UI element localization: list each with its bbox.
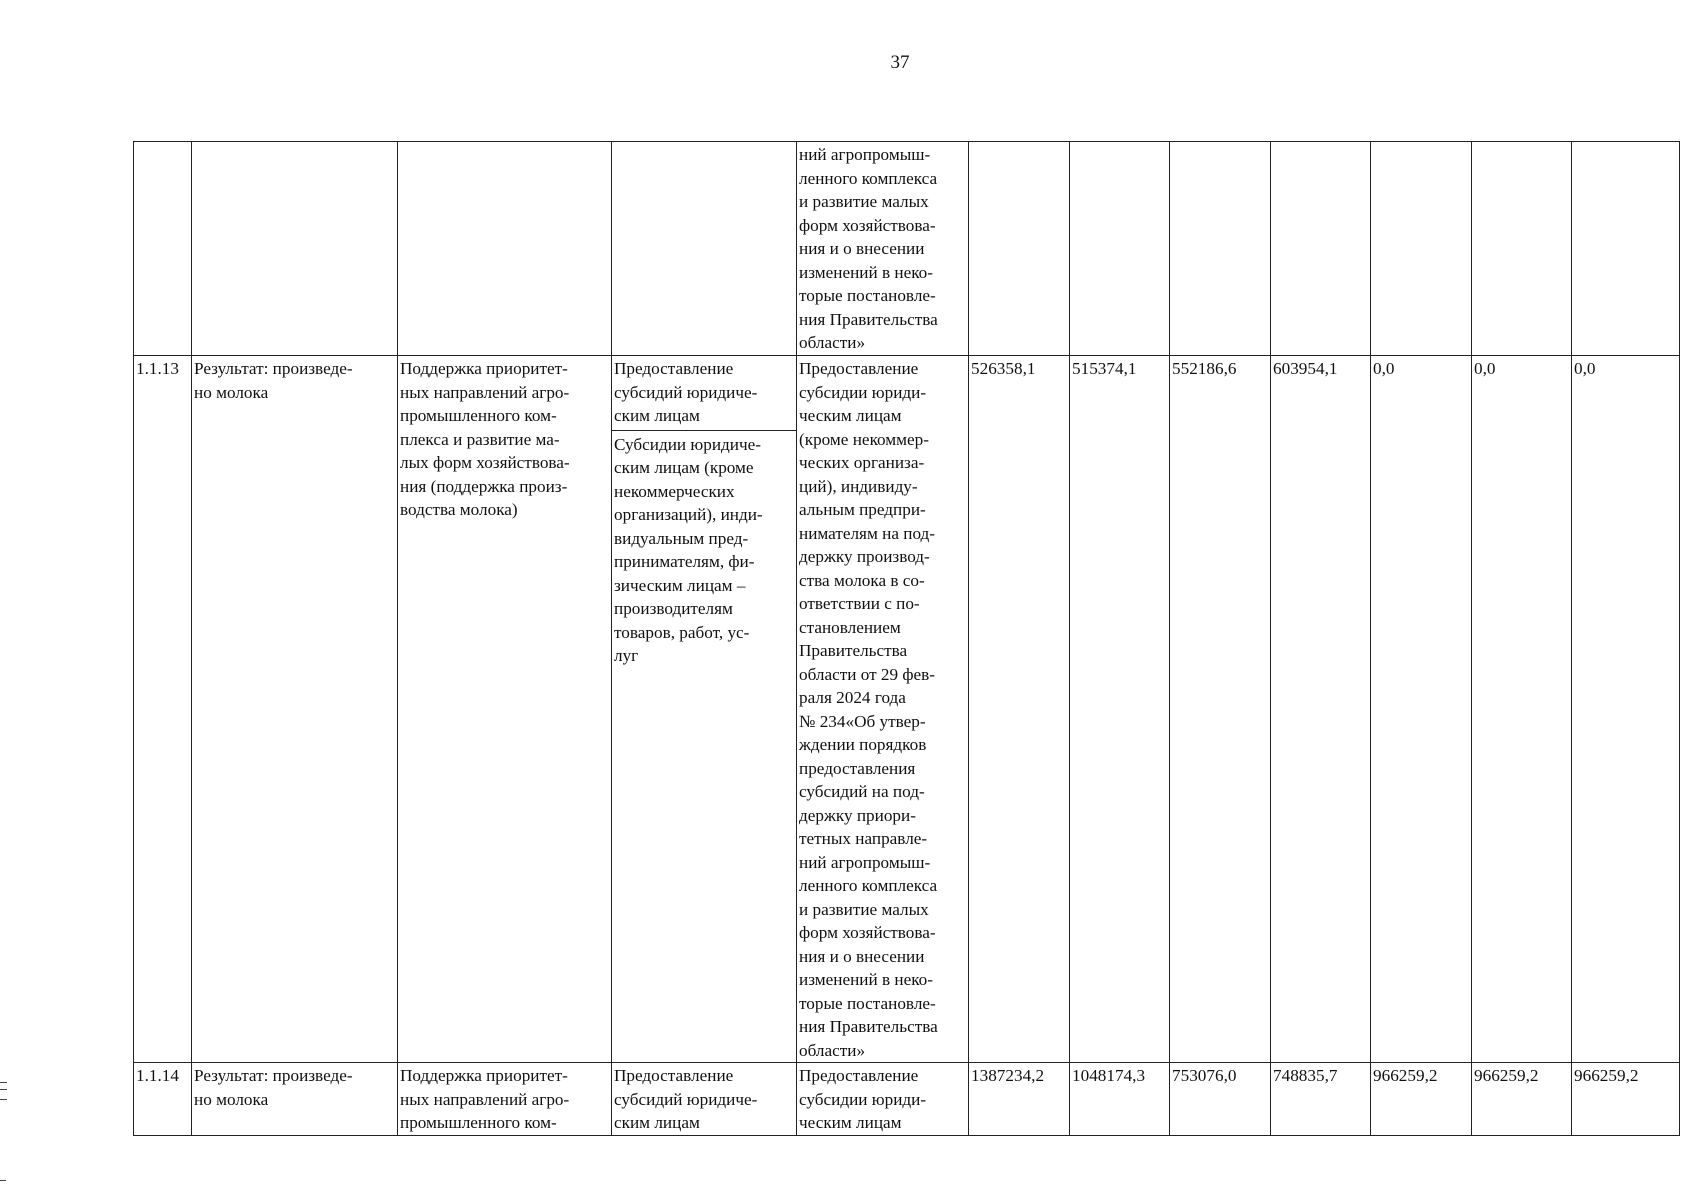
cell-value xyxy=(1170,142,1271,356)
cell-direction: Поддержка приоритет- ных направлений агро- промышленного ком- плекса и развитие ма- лых форм хозяйствова- ния (поддержка произ- водства молока) xyxy=(398,356,612,1063)
cell-value-6: 966259,2 xyxy=(1472,1063,1572,1136)
table-row-1-1-14 xyxy=(134,1063,1680,1136)
cell-result: Результат: произведе- но молока xyxy=(192,1063,398,1136)
cell-value-1: 526358,1 xyxy=(969,356,1070,1063)
page-number: 37 xyxy=(890,52,910,73)
cell-measure xyxy=(612,142,797,356)
cell-value-7: 966259,2 xyxy=(1572,1063,1680,1136)
program-measures-table xyxy=(133,141,1680,1136)
cell-id: 1.1.14 xyxy=(134,1063,192,1136)
cell-direction xyxy=(398,142,612,356)
cell-id: 1.1.13 xyxy=(134,356,192,1063)
cell-value-4: 603954,1 xyxy=(1271,356,1371,1063)
binding-margin-mark xyxy=(0,1082,7,1100)
cell-value-5: 0,0 xyxy=(1371,356,1472,1063)
cell-value-7: 0,0 xyxy=(1572,356,1680,1063)
cell-value xyxy=(1271,142,1371,356)
cell-result xyxy=(192,142,398,356)
cell-value-2: 1048174,3 xyxy=(1070,1063,1170,1136)
cell-description: Предоставление субсидии юриди- ческим лицам (кроме некоммер- ческих организа- ций), индивиду- альным предпри- нимателям на под- держку производ- ства молока в со- ответствии с по- становлением Правительства области от 29 фев- раля 2024 года № 234«Об утвер- ждении порядков предоставления субсидий на под- держку приори- тетных направле- ний агропромыш- ленного комплекса и развитие малых форм хозяйствова- ния и о внесении изменений в неко- торые постановле- ния Правительства области» xyxy=(797,356,969,1063)
table-row-continuation xyxy=(134,142,1680,356)
margin-tick-mark xyxy=(0,1180,6,1181)
cell-value-1: 1387234,2 xyxy=(969,1063,1070,1136)
table-row-1-1-13 xyxy=(134,356,1680,1063)
cell-value-2: 515374,1 xyxy=(1070,356,1170,1063)
measure-subtype: Субсидии юридиче- ским лицам (кроме некоммерческих организаций), инди- видуальным пред- принимателям, фи- зическим лицам – производителям товаров, работ, ус- луг xyxy=(614,434,763,665)
cell-value-4: 748835,7 xyxy=(1271,1063,1371,1136)
cell-measure: Предоставление субсидий юридиче- ским лицам xyxy=(612,1063,797,1136)
cell-value xyxy=(1371,142,1472,356)
cell-value xyxy=(1472,142,1572,356)
cell-value xyxy=(1070,142,1170,356)
cell-result: Результат: произведе- но молока xyxy=(192,356,398,1063)
measure-type: Предоставление субсидий юридиче- ским лицам xyxy=(612,357,796,431)
cell-value xyxy=(969,142,1070,356)
cell-id xyxy=(134,142,192,356)
cell-value xyxy=(1572,142,1680,356)
cell-direction: Поддержка приоритет- ных направлений агро- промышленного ком- xyxy=(398,1063,612,1136)
cell-description: Предоставление субсидии юриди- ческим лицам xyxy=(797,1063,969,1136)
cell-measure xyxy=(612,356,797,1063)
cell-value-5: 966259,2 xyxy=(1371,1063,1472,1136)
cell-value-3: 753076,0 xyxy=(1170,1063,1271,1136)
cell-description: ний агропромыш- ленного комплекса и развитие малых форм хозяйствова- ния и о внесении изменений в неко- торые постановле- ния Правительства области» xyxy=(797,142,969,356)
cell-value-6: 0,0 xyxy=(1472,356,1572,1063)
cell-value-3: 552186,6 xyxy=(1170,356,1271,1063)
